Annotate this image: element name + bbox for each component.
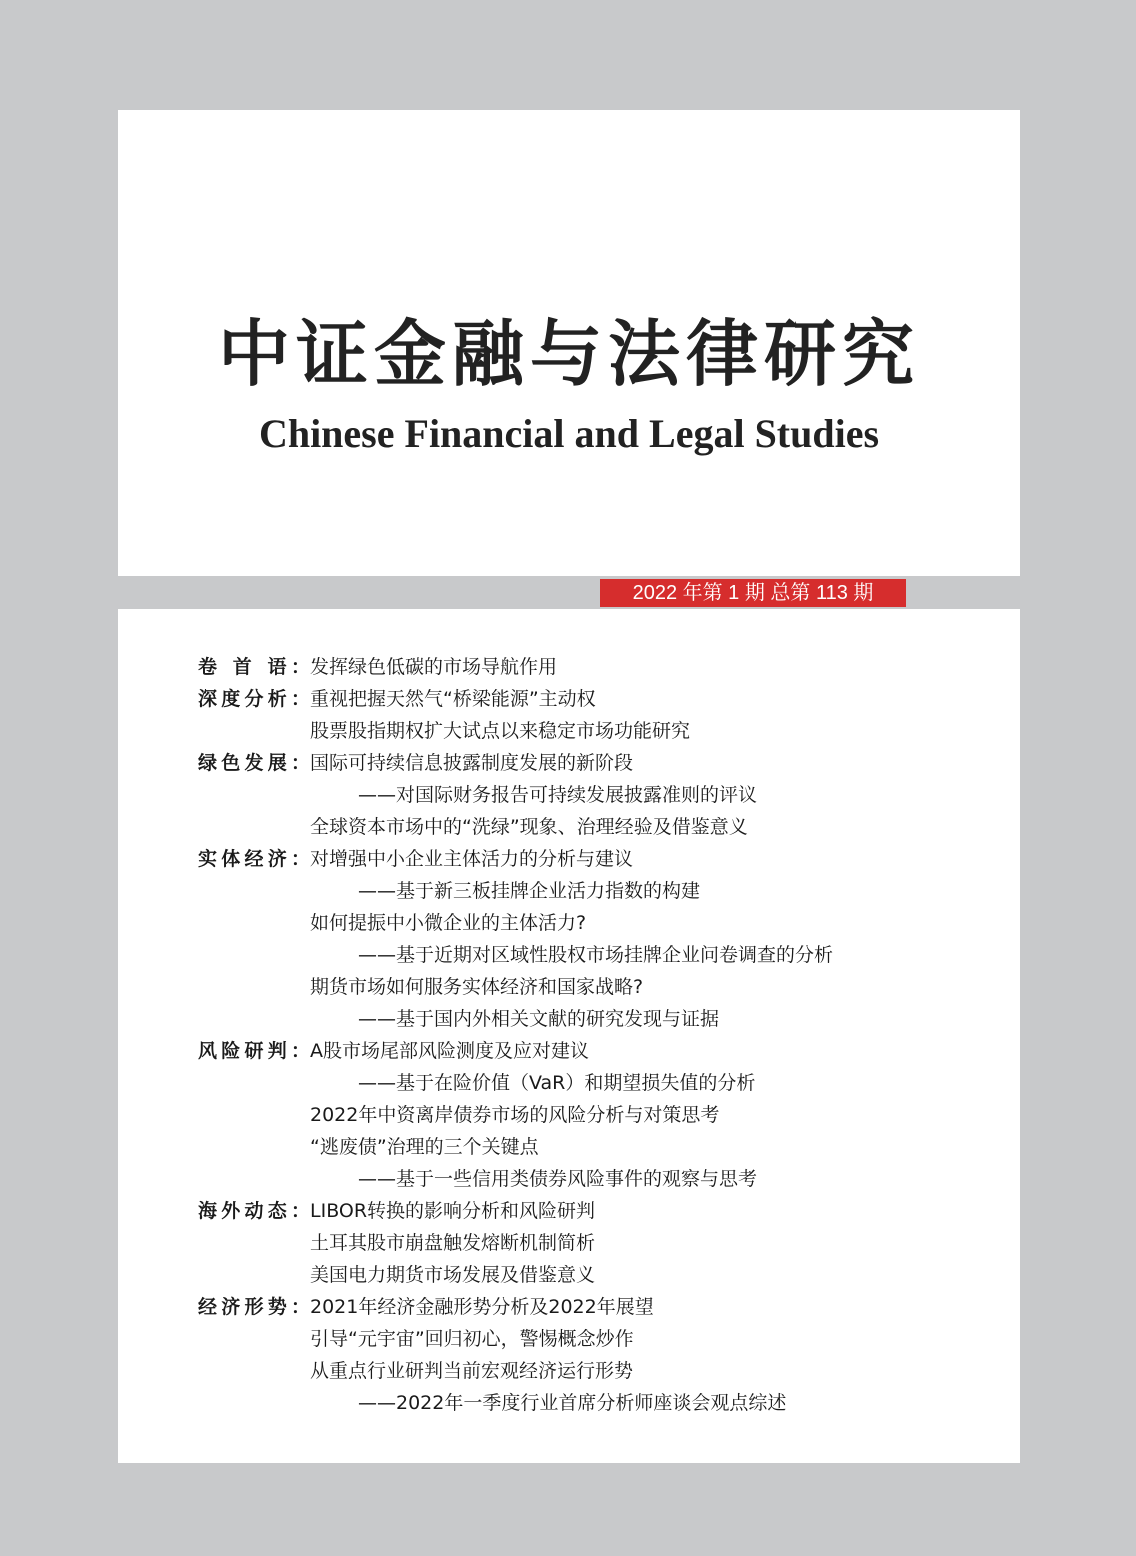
toc-row xyxy=(198,811,998,843)
journal-title-chinese: 中证金融与法律研究 xyxy=(217,311,920,396)
toc-article-title: 对增强中小企业主体活力的分析与建议 xyxy=(310,848,634,870)
toc-category: 深度分析： xyxy=(198,688,310,710)
toc-row xyxy=(198,1355,998,1387)
toc-row xyxy=(198,907,998,939)
toc-row xyxy=(198,1035,998,1067)
toc-article-title: 从重点行业研判当前宏观经济运行形势 xyxy=(310,1360,634,1382)
toc-row xyxy=(198,971,998,1003)
toc-article-subtitle: ——基于一些信用类债券风险事件的观察与思考 xyxy=(358,1168,758,1190)
toc-article-subtitle: ——基于近期对区域性股权市场挂牌企业问卷调查的分析 xyxy=(358,944,834,966)
toc-row xyxy=(198,1227,998,1259)
toc-row xyxy=(198,683,998,715)
toc-row xyxy=(198,1003,998,1035)
toc-row xyxy=(198,1131,998,1163)
toc-article-title: 土耳其股市崩盘触发熔断机制简析 xyxy=(310,1232,596,1254)
toc-article-title: 如何提振中小微企业的主体活力? xyxy=(310,912,587,934)
toc-article-title: 美国电力期货市场发展及借鉴意义 xyxy=(310,1264,596,1286)
issue-badge: 2022 年第 1 期 总第 113 期 xyxy=(600,579,906,607)
toc-article-title: 重视把握天然气“桥梁能源”主动权 xyxy=(310,688,596,710)
toc-article-title: 全球资本市场中的“洗绿”现象、治理经验及借鉴意义 xyxy=(310,816,748,838)
toc-row xyxy=(198,843,998,875)
toc-category: 绿色发展： xyxy=(198,752,310,774)
toc-category: 实体经济： xyxy=(198,848,310,870)
toc-article-title: 期货市场如何服务实体经济和国家战略? xyxy=(310,976,644,998)
toc-article-subtitle: ——基于新三板挂牌企业活力指数的构建 xyxy=(358,880,701,902)
toc-article-subtitle: ——基于国内外相关文献的研究发现与证据 xyxy=(358,1008,720,1030)
toc-article-title: LIBOR转换的影响分析和风险研判 xyxy=(310,1200,596,1222)
toc-row xyxy=(198,715,998,747)
toc-article-title: 发挥绿色低碳的市场导航作用 xyxy=(310,656,558,678)
toc-article-title: 2021年经济金融形势分析及2022年展望 xyxy=(310,1296,654,1318)
toc-article-title: “逃废债”治理的三个关键点 xyxy=(310,1136,539,1158)
toc-row xyxy=(198,939,998,971)
toc-row xyxy=(198,1259,998,1291)
toc-article-title: 引导“元宇宙”回归初心，警惕概念炒作 xyxy=(310,1328,634,1350)
journal-title-english: Chinese Financial and Legal Studies xyxy=(258,411,880,456)
table-of-contents xyxy=(198,651,998,1419)
toc-row xyxy=(198,1323,998,1355)
toc-article-title: 股票股指期权扩大试点以来稳定市场功能研究 xyxy=(310,720,691,742)
cover-title-panel xyxy=(118,110,1020,576)
toc-article-subtitle: ——对国际财务报告可持续发展披露准则的评议 xyxy=(358,784,758,806)
toc-category: 经济形势： xyxy=(198,1296,310,1318)
toc-row xyxy=(198,1163,998,1195)
toc-row xyxy=(198,1195,998,1227)
toc-article-title: A股市场尾部风险测度及应对建议 xyxy=(310,1040,589,1062)
toc-row xyxy=(198,1067,998,1099)
toc-row xyxy=(198,1099,998,1131)
toc-article-subtitle: ——2022年一季度行业首席分析师座谈会观点综述 xyxy=(358,1392,787,1414)
toc-row xyxy=(198,1291,998,1323)
toc-row xyxy=(198,747,998,779)
toc-category: 卷 首 语： xyxy=(198,656,310,678)
toc-article-title: 国际可持续信息披露制度发展的新阶段 xyxy=(310,752,634,774)
toc-category: 风险研判： xyxy=(198,1040,310,1062)
toc-row xyxy=(198,651,998,683)
table-of-contents-panel xyxy=(118,609,1020,1463)
toc-row xyxy=(198,779,998,811)
toc-row xyxy=(198,875,998,907)
toc-category: 海外动态： xyxy=(198,1200,310,1222)
toc-article-title: 2022年中资离岸债券市场的风险分析与对策思考 xyxy=(310,1104,720,1126)
toc-row xyxy=(198,1387,998,1419)
toc-article-subtitle: ——基于在险价值（VaR）和期望损失值的分析 xyxy=(358,1072,756,1094)
